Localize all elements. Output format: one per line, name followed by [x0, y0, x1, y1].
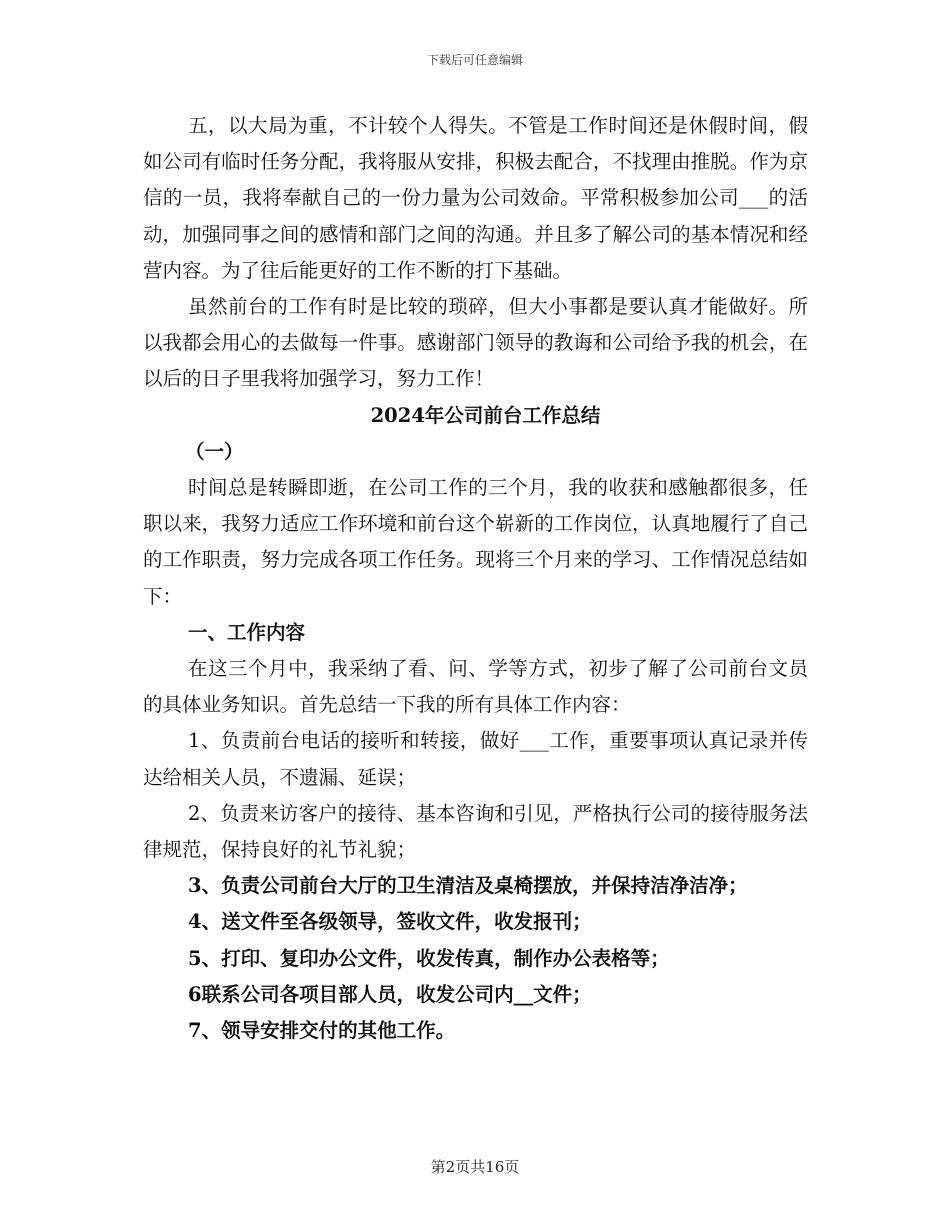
list-item-7: 7、领导安排交付的其他工作。: [188, 1019, 456, 1043]
paragraph-2: 虽然前台的工作有时是比较的琐碎，但大小事都是要认真才能做好。所以我都会用心的去做每一件事。感谢部门领导的教诲和公司给予我的机会，在以后的日子里我将加强学习，努力工作！: [143, 295, 808, 391]
list-item-3: 3、负责公司前台大厅的卫生清洁及桌椅摆放，并保持洁净洁净；: [188, 874, 748, 898]
paragraph-3: 时间总是转瞬即逝，在公司工作的三个月，我的收获和感触都很多，任职以来，我努力适应工作环境和前台这个崭新的工作岗位，认真地履行了自己的工作职责，努力完成各项工作任务。现将三个月来的学习、工作情况总结如下：: [143, 476, 808, 608]
list-item-5: 5、打印、复印办公文件，收发传真，制作办公表格等；: [188, 946, 670, 970]
paragraph-1: 五，以大局为重，不计较个人得失。不管是工作时间还是休假时间，假如公司有临时任务分配，我将服从安排，积极去配合，不找理由推脱。作为京信的一员，我将奉献自己的一份力量为公司效命。平常积极参加公司___的活动，加强同事之间的感情和部门之间的沟通。并且多了解公司的基本情况和经营内容。为了往后能更好的工作不断的打下基础。: [143, 114, 808, 282]
page-footer: 第2页共16页: [430, 1158, 520, 1176]
section-heading: 一、工作内容: [188, 620, 306, 644]
document-body: [143, 108, 808, 1049]
list-item-2: 2、负责来访客户的接待、基本咨询和引见，严格执行公司的接待服务法律规范，保持良好的礼节礼貌；: [143, 801, 808, 862]
list-item-4: 4、送文件至各级领导，签收文件，收发报刊；: [188, 910, 592, 934]
section-subtitle: （一）: [185, 439, 244, 463]
list-item-1: 1、负责前台电话的接听和转接，做好___工作，重要事项认真记录并传达给相关人员，不遗漏、延误；: [143, 729, 808, 789]
paragraph-4: 在这三个月中，我采纳了看、问、学等方式，初步了解了公司前台文员的具体业务知识。首先总结一下我的所有具体工作内容：: [143, 657, 808, 717]
document-title: 2024年公司前台工作总结: [370, 403, 601, 427]
page-header: 下载后可任意编辑: [426, 53, 523, 67]
list-item-6: 6联系公司各项目部人员，收发公司内__文件；: [188, 982, 592, 1006]
